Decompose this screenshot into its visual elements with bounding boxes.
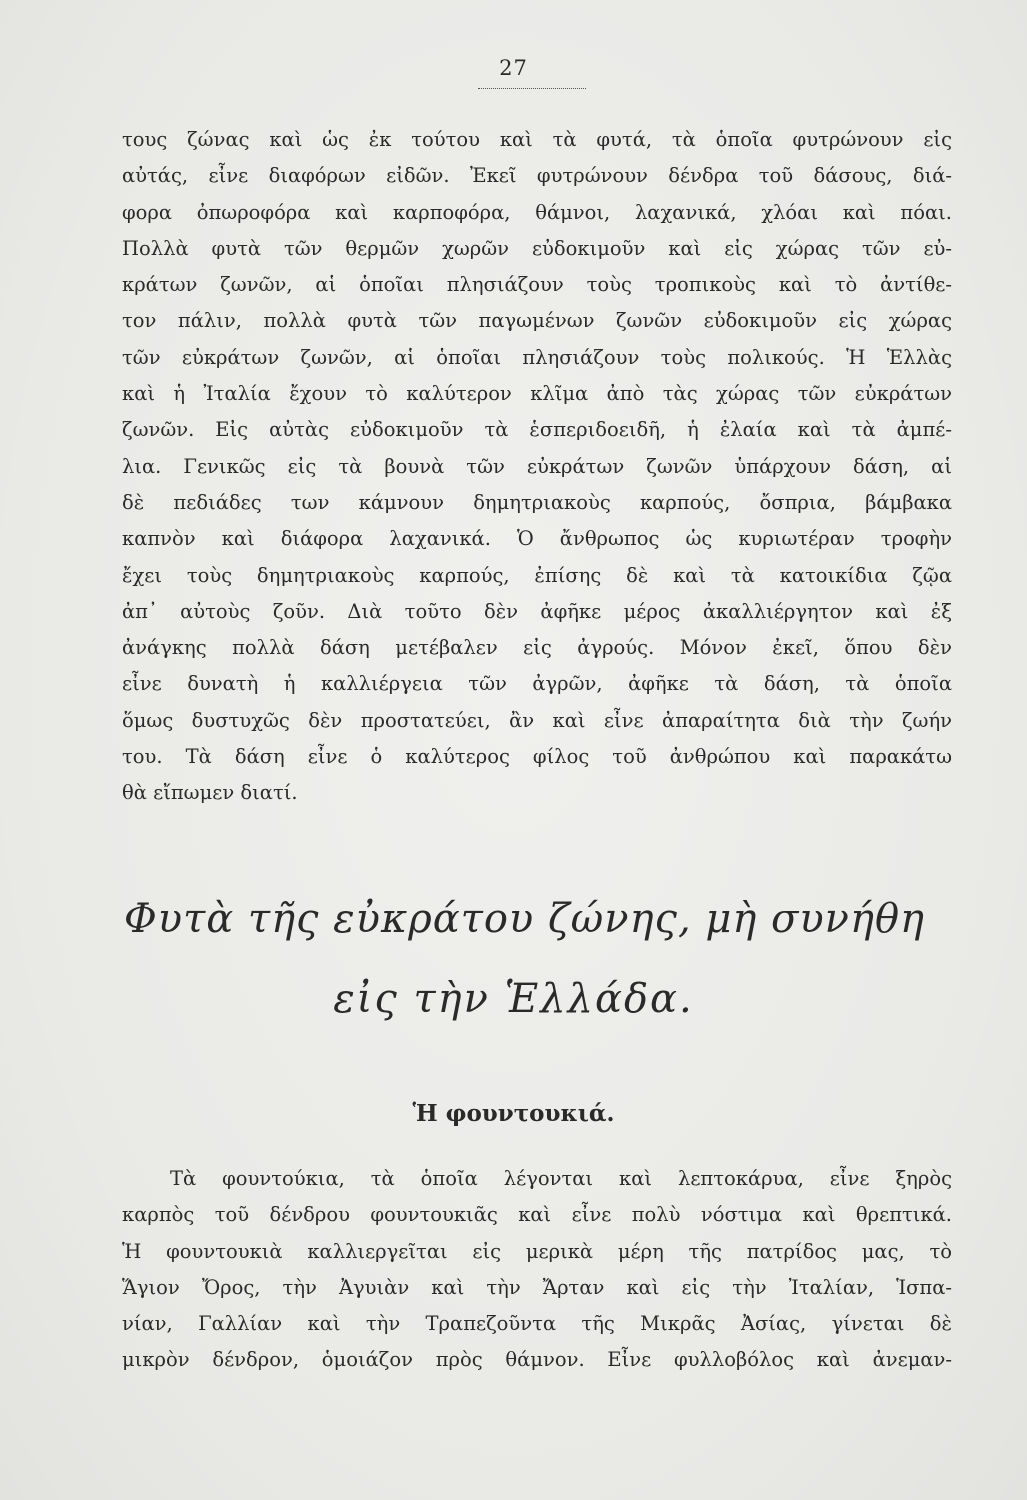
text-line: καπνὸν καὶ διάφορα λαχανικά. Ὁ ἄνθρωπος ὡς κυριωτέραν τροφὴν	[122, 527, 952, 551]
page-number-rule	[478, 88, 586, 89]
text-line: δὲ πεδιάδες των κάμνουν δημητριακοὺς καρπούς, ὄσπρια, βάμβακα	[122, 490, 952, 514]
page-number: 27	[499, 56, 528, 80]
paragraph-1	[122, 122, 952, 812]
text-line: εἶνε δυνατὴ ἡ καλλιέργεια τῶν ἀγρῶν, ἀφῆκε τὰ δάση, τὰ ὁποῖα	[122, 672, 952, 696]
text-line: τῶν εὐκράτων ζωνῶν, αἱ ὁποῖαι πλησιάζουν τοὺς πολικούς. Ἡ Ἑλλὰς	[122, 345, 952, 369]
text-line: Ἡ φουντουκιὰ καλλιεργεῖται εἰς μερικὰ μέρη τῆς πατρίδος μας, τὸ	[122, 1239, 952, 1263]
text-line: ἀνάγκης πολλὰ δάση μετέβαλεν εἰς ἀγρούς. Μόνον ἐκεῖ, ὅπου δὲν	[122, 636, 952, 660]
subsection-title: Ἡ φουντουκιά.	[412, 1100, 615, 1127]
text-line: κράτων ζωνῶν, αἱ ὁποῖαι πλησιάζουν τοὺς τροπικοὺς καὶ τὸ ἀντίθε-	[122, 273, 952, 297]
text-line: ἔχει τοὺς δημητριακοὺς καρπούς, ἐπίσης δὲ καὶ τὰ κατοικίδια ζῷα	[122, 563, 952, 587]
text-line: θὰ εἴπωμεν διατί.	[122, 781, 298, 805]
text-line: αὐτάς, εἶνε διαφόρων εἰδῶν. Ἐκεῖ φυτρώνουν δένδρα τοῦ δάσους, διά-	[122, 164, 952, 188]
text-line: μικρὸν δένδρον, ὁμοιάζον πρὸς θάμνον. Εἶνε φυλλοβόλος καὶ ἀνεμαν-	[122, 1348, 952, 1372]
text-line: καρπὸς τοῦ δένδρου φουντουκιᾶς καὶ εἶνε πολὺ νόστιμα καὶ θρεπτικά.	[122, 1203, 952, 1227]
text-line: φορα ὀπωροφόρα καὶ καρποφόρα, θάμνοι, λαχανικά, χλόαι καὶ πόαι.	[122, 200, 952, 224]
text-line: ὅμως δυστυχῶς δὲν προστατεύει, ἂν καὶ εἶνε ἀπαραίτητα διὰ τὴν ζωήν	[122, 708, 952, 732]
text-line: Τὰ φουντούκια, τὰ ὁποῖα λέγονται καὶ λεπτοκάρυα, εἶνε ξηρὸς	[170, 1167, 952, 1190]
text-line: καὶ ἡ Ἰταλία ἔχουν τὸ καλύτερον κλῖμα ἀπὸ τὰς χώρας τῶν εὐκράτων	[122, 382, 952, 406]
text-line: τους ζώνας καὶ ὡς ἐκ τούτου καὶ τὰ φυτά, τὰ ὁποῖα φυτρώνουν εἰς	[122, 128, 952, 151]
section-heading-line-1: Φυτὰ τῆς εὐκράτου ζώνης, μὴ συνήθη	[124, 896, 925, 942]
text-line: Ἅγιον Ὄρος, τὴν Ἀγυιὰν καὶ τὴν Ἄρταν καὶ εἰς τὴν Ἰταλίαν, Ἱσπα-	[122, 1275, 952, 1299]
text-line: του. Τὰ δάση εἶνε ὁ καλύτερος φίλος τοῦ ἀνθρώπου καὶ παρακάτω	[122, 745, 952, 769]
section-heading-line-2: εἰς τὴν Ἑλλάδα.	[333, 976, 694, 1022]
paragraph-2	[122, 1161, 952, 1379]
text-line: τον πάλιν, πολλὰ φυτὰ τῶν παγωμένων ζωνῶν εὐδοκιμοῦν εἰς χώρας	[122, 309, 952, 333]
text-line: ἀπ᾽ αὐτοὺς ζοῦν. Διὰ τοῦτο δὲν ἀφῆκε μέρος ἀκαλλιέργητον καὶ ἐξ	[122, 599, 952, 623]
text-line: ζωνῶν. Εἰς αὐτὰς εὐδοκιμοῦν τὰ ἑσπεριδοειδῆ, ἡ ἐλαία καὶ τὰ ἀμπέ-	[122, 418, 952, 442]
text-line: Πολλὰ φυτὰ τῶν θερμῶν χωρῶν εὐδοκιμοῦν καὶ εἰς χώρας τῶν εὐ-	[122, 236, 952, 260]
text-line: νίαν, Γαλλίαν καὶ τὴν Τραπεζοῦντα τῆς Μικρᾶς Ἀσίας, γίνεται δὲ	[122, 1312, 952, 1336]
text-line: λια. Γενικῶς εἰς τὰ βουνὰ τῶν εὐκράτων ζωνῶν ὑπάρχουν δάση, αἱ	[122, 454, 952, 478]
